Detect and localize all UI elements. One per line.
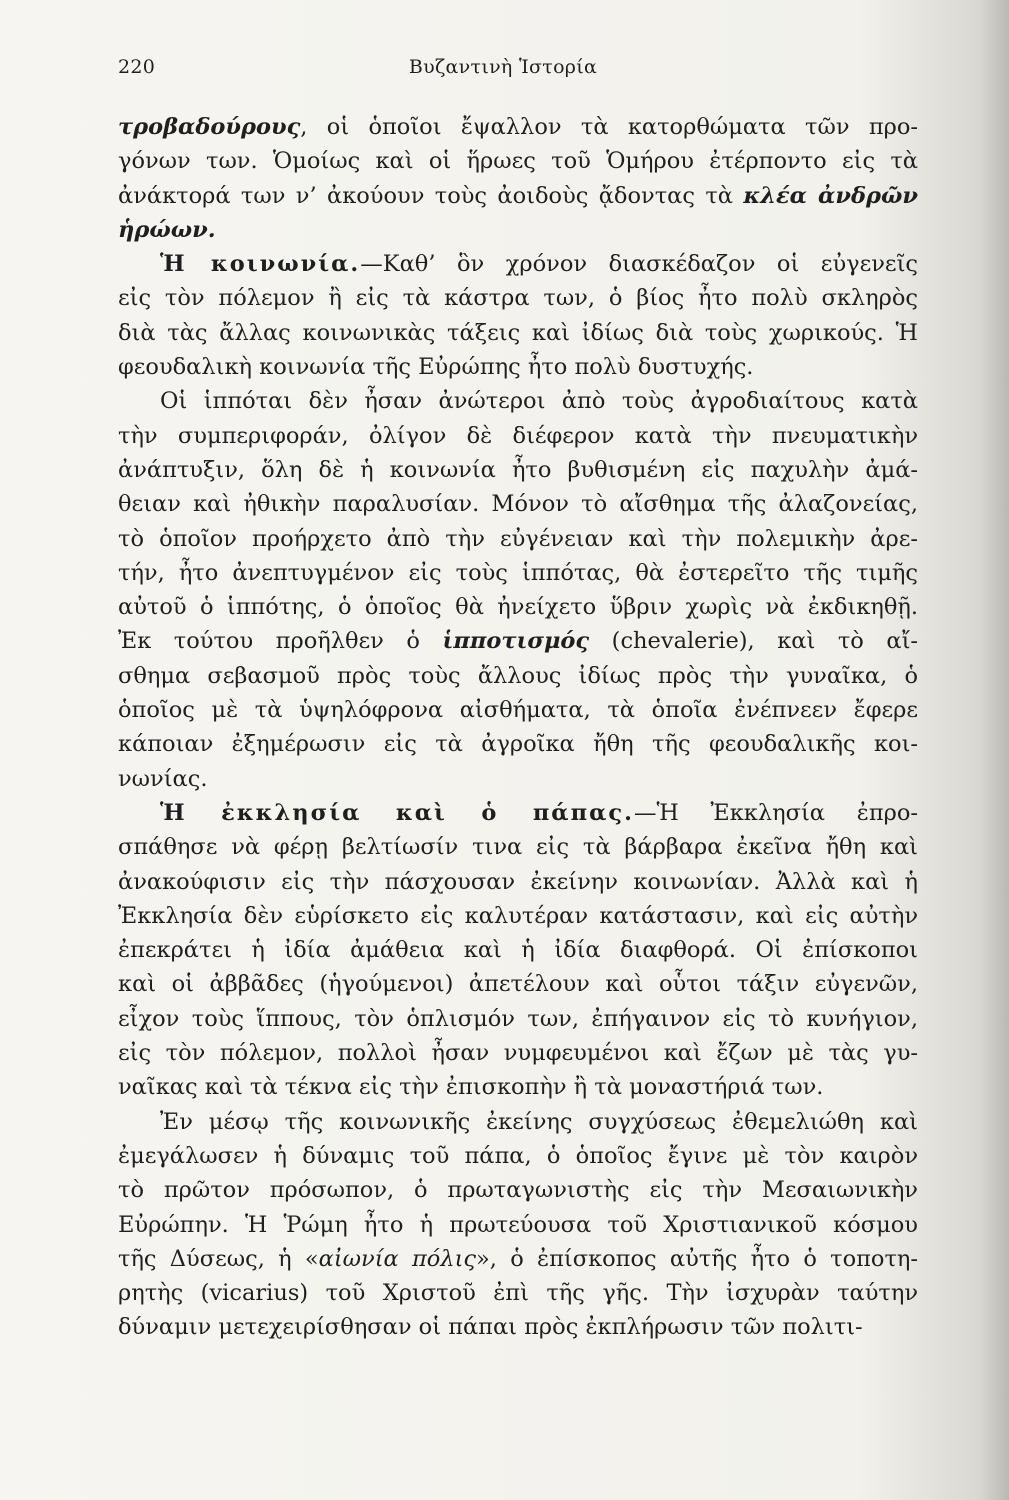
text-run: Οἱ ἱππόται δὲν ἦσαν ἀνώτεροι ἀπὸ τοὺς ἀγροδιαίτους κατὰ: [160, 388, 918, 415]
text-run: φεουδαλικὴ κοινωνία τῆς Εὐρώπης ἦτο πολὺ δυστυχής.: [118, 354, 754, 381]
text-line: [118, 384, 918, 418]
text-run: ἀνακούφισιν εἰς τὴν πάσχουσαν ἐκείνην κοινωνίαν. Ἀλλὰ καὶ ἡ: [118, 868, 918, 895]
text-run: αἰωνία πόλις: [318, 1245, 477, 1272]
running-title: Βυζαντινὴ Ἱστορία: [408, 56, 598, 78]
text-line: [118, 350, 918, 384]
text-run: τῆς Δύσεως, ἡ «: [118, 1245, 319, 1272]
text-run: ἡρώων.: [118, 216, 216, 243]
text-run: νωνίας.: [118, 765, 208, 792]
text-run: Εὐρώπην. Ἡ Ῥώμη ἦτο ἡ πρωτεύουσα τοῦ Χριστιανικοῦ κόσμου: [118, 1211, 918, 1238]
text-run: τὴν συμπεριφοράν, ὀλίγον δὲ διέφερον κατὰ τὴν πνευματικὴν: [118, 422, 918, 449]
text-line: [118, 281, 918, 315]
text-run: (chevalerie), καὶ τὸ αἴ-: [589, 628, 918, 655]
text-run: δύναμιν μετεχειρίσθησαν οἱ πάπαι πρὸς ἐκπλήρωσιν τῶν πολιτι-: [118, 1314, 863, 1341]
text-run: τροβαδούρους: [118, 114, 301, 140]
text-line: [118, 899, 918, 933]
section-heading: Ἡ ἐκκλησία καὶ ὁ πάπας.: [160, 799, 634, 826]
text-line: [118, 1173, 918, 1207]
text-run: τὸ πρῶτον πρόσωπον, ὁ πρωταγωνιστὴς εἰς τὴν Μεσαιωνικὴν: [118, 1177, 918, 1204]
text-line: [118, 1002, 918, 1036]
section-heading: Ἡ κοινωνία.: [160, 251, 361, 278]
text-run: ἀνάπτυξιν, ὅλη δὲ ἡ κοινωνία ἦτο βυθισμένη εἰς παχυλὴν ἀμά-: [118, 456, 918, 483]
text-line: [118, 1139, 918, 1173]
text-line: [118, 659, 918, 693]
text-run: κάποιαν ἐξημέρωσιν εἰς τὰ ἀγροῖκα ἤθη τῆς φεουδαλικῆς κοι-: [118, 731, 918, 758]
text-run: —Ἡ Ἐκκλησία ἐπρο-: [633, 799, 918, 826]
text-line: [118, 933, 918, 967]
text-line: [118, 796, 918, 830]
text-line: [118, 762, 918, 796]
text-run: ἱπποτισμός: [442, 628, 590, 655]
text-run: ἀνάκτορά των ν’ ἀκούουν τοὺς ἀοιδοὺς ᾄδοντας τὰ: [118, 182, 744, 209]
text-line: [118, 967, 918, 1001]
text-line: [118, 179, 918, 213]
text-line: [118, 830, 918, 864]
text-run: Ἐκ τούτου προῆλθεν ὁ: [118, 628, 443, 655]
text-run: εἰς τὸν πόλεμον, πολλοὶ ἦσαν νυμφευμένοι καὶ ἔζων μὲ τὰς γυ-: [118, 1040, 918, 1067]
text-line: [118, 1310, 918, 1344]
text-run: σθημα σεβασμοῦ πρὸς τοὺς ἄλλους ἰδίως πρὸς τὴν γυναῖκα, ὁ: [118, 662, 918, 689]
page-number: 220: [118, 56, 156, 78]
text-run: τὸ ὁποῖον προήρχετο ἀπὸ τὴν εὐγένειαν καὶ τὴν πολεμικὴν ἀρε-: [118, 525, 918, 552]
text-run: καὶ οἱ ἀββᾶδες (ἡγούμενοι) ἀπετέλουν καὶ οὗτοι τάξιν εὐγενῶν,: [118, 971, 918, 998]
text-line: [118, 624, 918, 658]
text-line: [118, 1276, 918, 1310]
text-run: εἶχον τοὺς ἵππους, τὸν ὁπλισμόν των, ἐπήγαινον εἰς τὸ κυνήγιον,: [118, 1005, 918, 1032]
text-run: ἐπεκράτει ἡ ἰδία ἀμάθεια καὶ ἡ ἰδία διαφθορά. Οἱ ἐπίσκοποι: [118, 937, 918, 964]
text-run: , οἱ ὁποῖοι ἔψαλλον τὰ κατορθώματα τῶν προ-: [300, 114, 918, 140]
text-line: [118, 247, 918, 281]
text-line: [118, 865, 918, 899]
text-line: [118, 453, 918, 487]
text-run: εἰς τὸν πόλεμον ἢ εἰς τὰ κάστρα των, ὁ βίος ἦτο πολὺ σκληρὸς: [118, 285, 918, 312]
text-line: [118, 556, 918, 590]
text-run: γόνων των. Ὁμοίως καὶ οἱ ἥρωες τοῦ Ὁμήρου ἐτέρποντο εἰς τὰ: [118, 148, 918, 175]
text-run: —Καθ’ ὃν χρόνον διασκέδαζον οἱ εὐγενεῖς: [360, 251, 919, 278]
text-run: ἐμεγάλωσεν ἡ δύναμις τοῦ πάπα, ὁ ὁποῖος ἔγινε μὲ τὸν καιρὸν: [118, 1142, 918, 1169]
text-run: », ὁ ἐπίσκοπος αὐτῆς ἦτο ὁ τοποτη-: [476, 1245, 918, 1272]
text-line: [118, 419, 918, 453]
text-line: [118, 316, 918, 350]
text-run: ρητὴς (vicarius) τοῦ Χριστοῦ ἐπὶ τῆς γῆς. Τὴν ἰσχυρὰν ταύτην: [118, 1280, 918, 1307]
text-line: [118, 1242, 918, 1276]
text-line: [118, 144, 918, 178]
text-line: [118, 1105, 918, 1139]
text-run: Ἐκκλησία δὲν εὑρίσκετο εἰς καλυτέραν κατάστασιν, καὶ εἰς αὐτὴν: [118, 902, 918, 929]
text-run: θειαν καὶ ἠθικὴν παραλυσίαν. Μόνον τὸ αἴσθημα τῆς ἀλαζονείας,: [118, 491, 918, 518]
text-run: ὁποῖος μὲ τὰ ὑψηλόφρονα αἰσθήματα, τὰ ὁποῖα ἐνέπνεεν ἔφερε: [118, 697, 918, 724]
text-run: κλέα ἀνδρῶν: [743, 182, 918, 209]
text-run: σπάθησε νὰ φέρῃ βελτίωσίν τινα εἰς τὰ βάρβαρα ἐκεῖνα ἤθη καὶ: [118, 834, 918, 861]
text-line: [118, 1208, 918, 1242]
text-line: [118, 487, 918, 521]
text-line: [118, 590, 918, 624]
text-run: διὰ τὰς ἄλλας κοινωνικὰς τάξεις καὶ ἰδίως διὰ τοὺς χωρικούς. Ἡ: [118, 319, 918, 346]
text-line: [118, 213, 918, 247]
text-line: [118, 1070, 918, 1104]
body-text: [118, 110, 918, 1345]
text-run: Ἐν μέσῳ τῆς κοινωνικῆς ἐκείνης συγχύσεως ἐθεμελιώθη καὶ: [160, 1108, 918, 1135]
text-run: τήν, ἦτο ἀνεπτυγμένον εἰς τοὺς ἱππότας, θὰ ἐστερεῖτο τῆς τιμῆς: [118, 559, 918, 586]
text-line: [118, 1036, 918, 1070]
text-run: αὐτοῦ ὁ ἱππότης, ὁ ὁποῖος θὰ ἠνείχετο ὕβριν χωρὶς νὰ ἐκδικηθῇ.: [118, 594, 918, 621]
text-line: [118, 522, 918, 556]
text-line: [118, 110, 918, 144]
text-line: [118, 693, 918, 727]
text-line: [118, 727, 918, 761]
text-run: ναῖκας καὶ τὰ τέκνα εἰς τὴν ἐπισκοπὴν ἢ τὰ μοναστήριά των.: [118, 1074, 824, 1101]
